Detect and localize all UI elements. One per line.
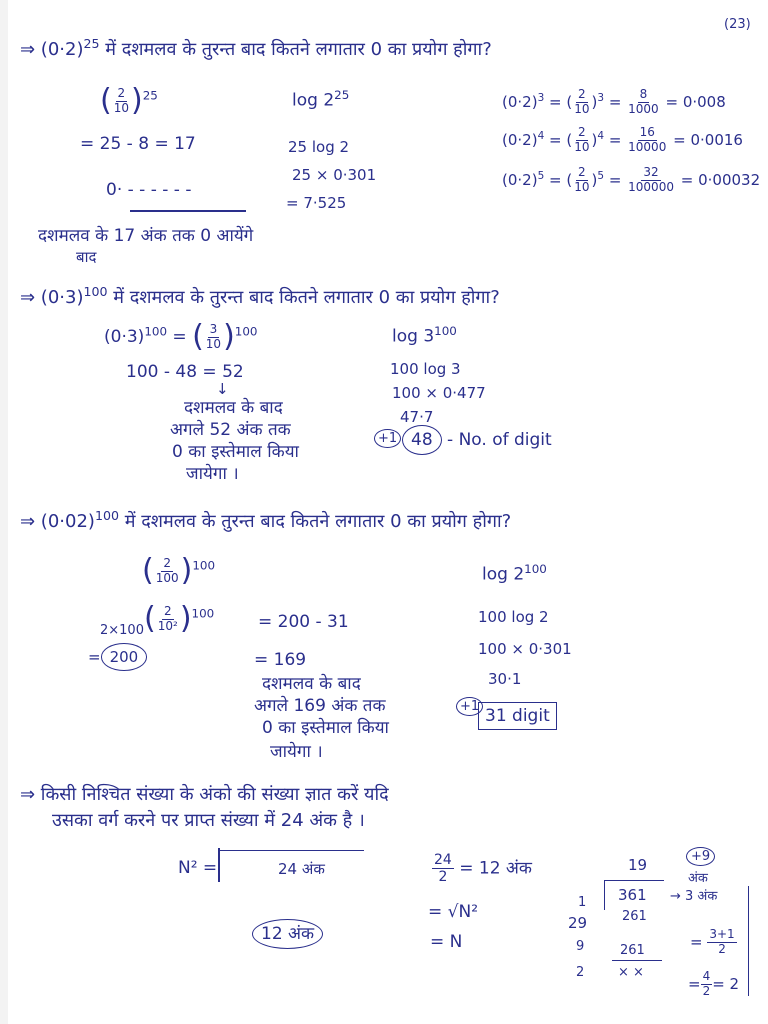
q1-result-line1: दशमलव के 17 अंक तक 0 आयेंगे (38, 226, 254, 246)
q4-div-plus-label: अंक (688, 871, 708, 886)
q3-header: ⇒ $(0\cdot 02)^{100}$ में दशमलव के तुरन्त बाद कितने लगातार 0 का प्रयोग होगा? (20, 508, 512, 532)
q2-header: ⇒ $(0\cdot 3)^{100}$ में दशमलव के तुरन्त बाद कितने लगातार 0 का प्रयोग होगा? (20, 284, 500, 308)
q3-digit-box: 31 digit (478, 708, 557, 725)
q2-result-line4: जायेगा । (186, 464, 239, 484)
q2-result-line2: अगले 52 अंक तक (170, 420, 291, 440)
q4-div-1: 1 (578, 895, 587, 910)
q4-div-digit-calc: = $\frac{3+1}{2}$ (690, 927, 735, 956)
q2-plus-one: +1 (374, 432, 401, 445)
q4-div-sub2: 261 (620, 943, 645, 958)
q3-fraction1: ( $\frac{2}{100}$ )$^{100}$ (142, 553, 216, 588)
q4-div-dividend: 361 (618, 886, 647, 904)
q4-div-end: × × (618, 965, 644, 980)
q1-power-row-2: $(0\cdot 2)^4$ = ( $\frac{2}{10}$ )$^4$ = $\frac{16}{10000}$ = 0·0016 (502, 125, 743, 154)
q4-div-underline (612, 960, 662, 961)
q4-div-digit-result: = $\frac{4}{2}$ = 2 (688, 969, 740, 998)
q4-div-bar (604, 880, 664, 881)
q4-div-plus: +9 (686, 850, 715, 863)
q4-n-squared: N² = (178, 858, 218, 878)
q4-div-quotient: 19 (628, 856, 648, 874)
q1-power-row-3: $(0\cdot 2)^5$ = ( $\frac{2}{10}$ )$^5$ = $\frac{32}{100000}$ = 0·00032 (502, 165, 761, 194)
q3-log-line1: 100 log 2 (478, 608, 549, 626)
q3-plus-one: +1 (456, 700, 483, 713)
q4-bracket-top (218, 850, 364, 851)
q3-step1: = 200 - 31 (258, 612, 349, 632)
q1-zeros: 0· - - - - - - (106, 180, 192, 200)
q3-result-line4: जायेगा । (270, 742, 323, 762)
q2-down-arrow: ↓ (216, 380, 229, 398)
q2-result-line1: दशमलव के बाद (184, 398, 283, 418)
q2-equation: $(0\cdot 3)^{100}$ = ( $\frac{3}{10}$ )$^{100}$ (104, 319, 258, 354)
q4-bracket-left (218, 848, 220, 882)
q2-step1: 100 - 48 = 52 (126, 362, 244, 382)
q2-log-line1: 100 log 3 (390, 360, 461, 378)
q3-fraction2: ( $\frac{2}{\text{10²}}$ )$^{100}$ (144, 601, 215, 636)
q1-power-row-1: $(0\cdot 2)^3$ = ( $\frac{2}{10}$ )$^3$ = $\frac{8}{1000}$ = 0·008 (502, 87, 726, 116)
q1-step1: = 25 - 8 = 17 (80, 134, 196, 154)
q4-n-squared-value: 24 अंक (278, 860, 325, 878)
q1-fraction: ( $\frac{2}{10}$ )$^{25}$ (100, 83, 158, 118)
q1-log-line3: = 7·525 (286, 194, 347, 212)
q4-sqrt: = √N² (428, 902, 479, 922)
q1-log-line2: 25 × 0·301 (292, 166, 377, 184)
q4-div-side (604, 880, 605, 910)
q3-log-line3: 30·1 (488, 670, 522, 688)
q4-right-bracket (748, 886, 749, 996)
q4-n: = N (430, 932, 463, 952)
q3-log-head: $\log 2^{100}$ (482, 562, 547, 585)
q4-div-3ank: → 3 अंक (670, 889, 718, 904)
q4-circled-result: 12 अंक (252, 926, 323, 943)
q4-div-sub1: 261 (622, 909, 647, 924)
q3-result-line3: 0 का इस्तेमाल किया (262, 718, 389, 738)
q4-div-9: 9 (576, 939, 585, 954)
q2-result-line3: 0 का इस्तेमाल किया (172, 442, 299, 462)
q3-prefix: 2×100 (100, 623, 144, 638)
q3-step2: = 169 (254, 650, 307, 670)
q3-circled-200: = 200 (88, 650, 147, 665)
q2-log-line2: 100 × 0·477 (392, 384, 486, 402)
q3-result-line2: अगले 169 अंक तक (254, 696, 386, 716)
q2-log-line3: 47·7 (400, 408, 434, 426)
q1-log-line1: 25 log 2 (288, 138, 350, 156)
q3-result-line1: दशमलव के बाद (262, 674, 361, 694)
page-number: (23) (724, 17, 751, 32)
q1-header: ⇒ $(0\cdot 2)^{25}$ में दशमलव के तुरन्त बाद कितने लगातार 0 का प्रयोग होगा? (20, 36, 492, 60)
q4-line2: उसका वर्ग करने पर प्राप्त संख्या में 24 अंक है । (52, 810, 365, 831)
q4-div-29: 29 (568, 914, 588, 932)
q4-half: $\frac{24}{2}$ = 12 अंक (434, 852, 532, 886)
q1-log-head: $\log 2^{25}$ (292, 88, 350, 111)
q4-line1: ⇒ किसी निश्चित संख्या के अंको की संख्या ज्ञात करें यदि (20, 784, 389, 805)
q3-log-line2: 100 × 0·301 (478, 640, 572, 658)
q2-log-head: $\log 3^{100}$ (392, 324, 457, 347)
q4-div-bottom: 2 (576, 965, 585, 980)
q2-digit-count: 48 - No. of digit (402, 432, 552, 449)
q1-result-line2: बाद (76, 248, 97, 266)
q1-zeros-brace (130, 210, 246, 212)
